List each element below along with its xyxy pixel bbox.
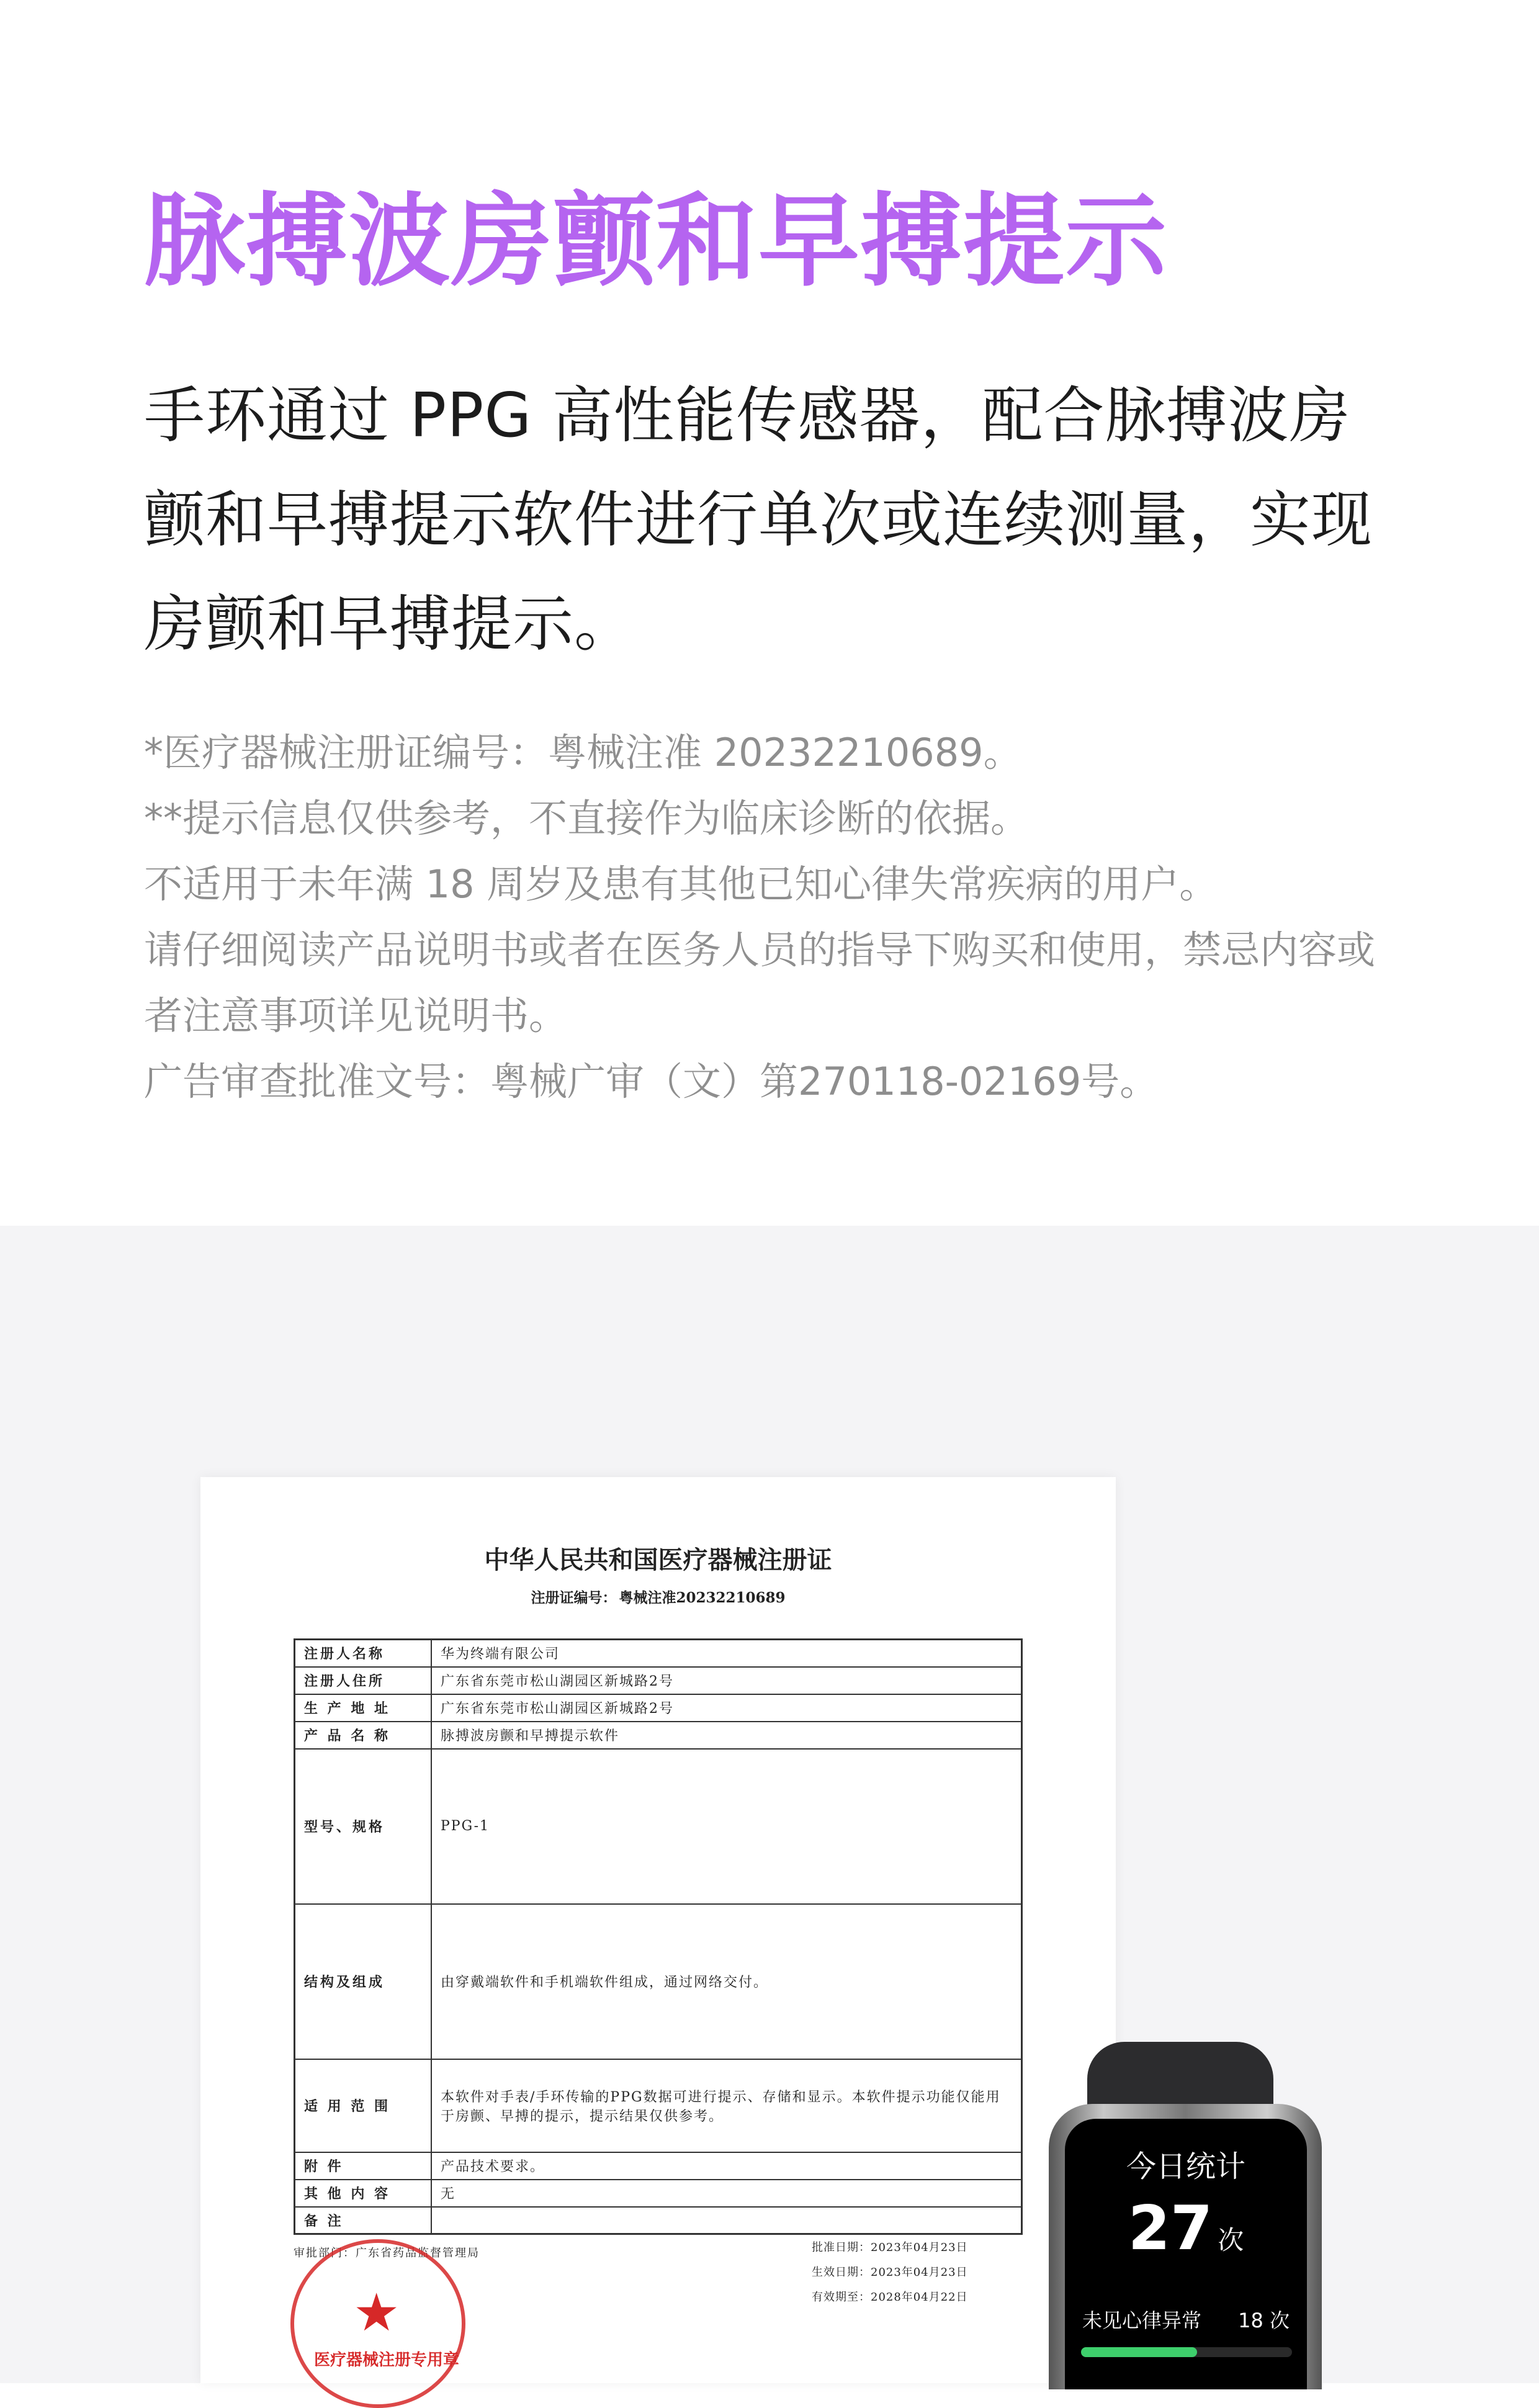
- table-row: [295, 1694, 1022, 1722]
- row-value: 广东省东莞市松山湖园区新城路2号: [431, 1667, 1022, 1694]
- row-label: 生 产 地 址: [295, 1694, 432, 1722]
- row-value: PPG-1: [431, 1749, 1022, 1904]
- official-seal: [290, 2239, 465, 2408]
- table-row: [295, 2180, 1022, 2207]
- watch-count-value: 27: [1128, 2193, 1213, 2264]
- table-row: [295, 2059, 1022, 2152]
- note-ad-approval: 广告审查批准文号：粤械广审（文）第270118-02169号。: [144, 1059, 1159, 1104]
- certificate-dates: [812, 2235, 968, 2310]
- certificate-reg-number: [200, 1586, 1116, 1607]
- issuing-authority: 审批部门：广东省药品监督管理局: [294, 2247, 480, 2260]
- row-label: 其 他 内 容: [295, 2180, 432, 2207]
- note-reference-only: **提示信息仅供参考，不直接作为临床诊断的依据。: [144, 796, 1030, 841]
- row-value: 脉搏波房颤和早搏提示软件: [431, 1722, 1022, 1749]
- watch-progress-bar: [1081, 2347, 1292, 2357]
- disclaimer-notes: [144, 720, 1404, 1115]
- watch-count-unit: 次: [1218, 2225, 1244, 2255]
- approval-date: 批准日期：2023年04月23日: [812, 2241, 968, 2254]
- feature-title: 脉搏波房颤和早搏提示: [144, 183, 1169, 300]
- table-row: [295, 2207, 1022, 2234]
- table-row: [295, 1722, 1022, 1749]
- row-value: [431, 2207, 1022, 2234]
- watch-normal-value: 18 次: [1238, 2309, 1290, 2332]
- row-label: 适 用 范 围: [295, 2059, 432, 2152]
- reg-number-value: 粤械注准20232210689: [619, 1589, 786, 1606]
- registration-certificate: [200, 1477, 1116, 2383]
- note-read-manual: 请仔细阅读产品说明书或者在医务人员的指导下购买和使用，禁忌内容或者注意事项详见说明书。: [144, 927, 1376, 1038]
- row-label: 结构及组成: [295, 1904, 432, 2059]
- row-value: 华为终端有限公司: [431, 1640, 1022, 1667]
- row-label: 型号、规格: [295, 1749, 432, 1904]
- watch-count: [1065, 2193, 1307, 2264]
- table-row: [295, 2152, 1022, 2180]
- table-row: [295, 1667, 1022, 1694]
- note-registration: *医疗器械注册证编号：粤械注准 20232210689。: [144, 730, 1022, 775]
- row-label: 注册人名称: [295, 1640, 432, 1667]
- table-row: [295, 1904, 1022, 2059]
- watch-stats-title: 今日统计: [1126, 2149, 1245, 2184]
- feature-description: 手环通过 PPG 高性能传感器，配合脉搏波房颤和早搏提示软件进行单次或连续测量，实现房颤和早搏提示。: [144, 380, 1373, 660]
- row-value: 本软件对手表/手环传输的PPG数据可进行提示、存储和显示。本软件提示功能仅能用于房颤、早搏的提示，提示结果仅供参考。: [431, 2059, 1022, 2152]
- note-not-applicable: 不适用于未年满 18 周岁及患有其他已知心律失常疾病的用户。: [144, 861, 1218, 907]
- reg-number-label: 注册证编号：: [531, 1589, 617, 1606]
- watch-screen: [1065, 2119, 1307, 2389]
- table-row: [295, 1749, 1022, 1904]
- row-value: 无: [431, 2180, 1022, 2207]
- table-row: [295, 1640, 1022, 1667]
- row-label: 注册人住所: [295, 1667, 432, 1694]
- certificate-table: [294, 1638, 1023, 2235]
- row-label: 产 品 名 称: [295, 1722, 432, 1749]
- row-value: 由穿戴端软件和手机端软件组成，通过网络交付。: [431, 1904, 1022, 2059]
- certificate-footer: [200, 2241, 1116, 2381]
- smartwatch-image: [1049, 2042, 1334, 2389]
- row-value: 产品技术要求。: [431, 2152, 1022, 2180]
- expiry-date: 有效期至：2028年04月22日: [812, 2291, 968, 2304]
- watch-normal-label: 未见心律异常: [1082, 2309, 1202, 2332]
- row-value: 广东省东莞市松山湖园区新城路2号: [431, 1694, 1022, 1722]
- star-icon: ★: [353, 2282, 400, 2343]
- row-label: 附 件: [295, 2152, 432, 2180]
- row-label: 备 注: [295, 2207, 432, 2234]
- watch-normal-row: [1082, 2305, 1290, 2334]
- watch-progress-fill: [1081, 2347, 1197, 2357]
- effective-date: 生效日期：2023年04月23日: [812, 2266, 968, 2279]
- certificate-title: 中华人民共和国医疗器械注册证: [484, 1545, 832, 1575]
- seal-text: 医疗器械注册专用章: [314, 2351, 460, 2370]
